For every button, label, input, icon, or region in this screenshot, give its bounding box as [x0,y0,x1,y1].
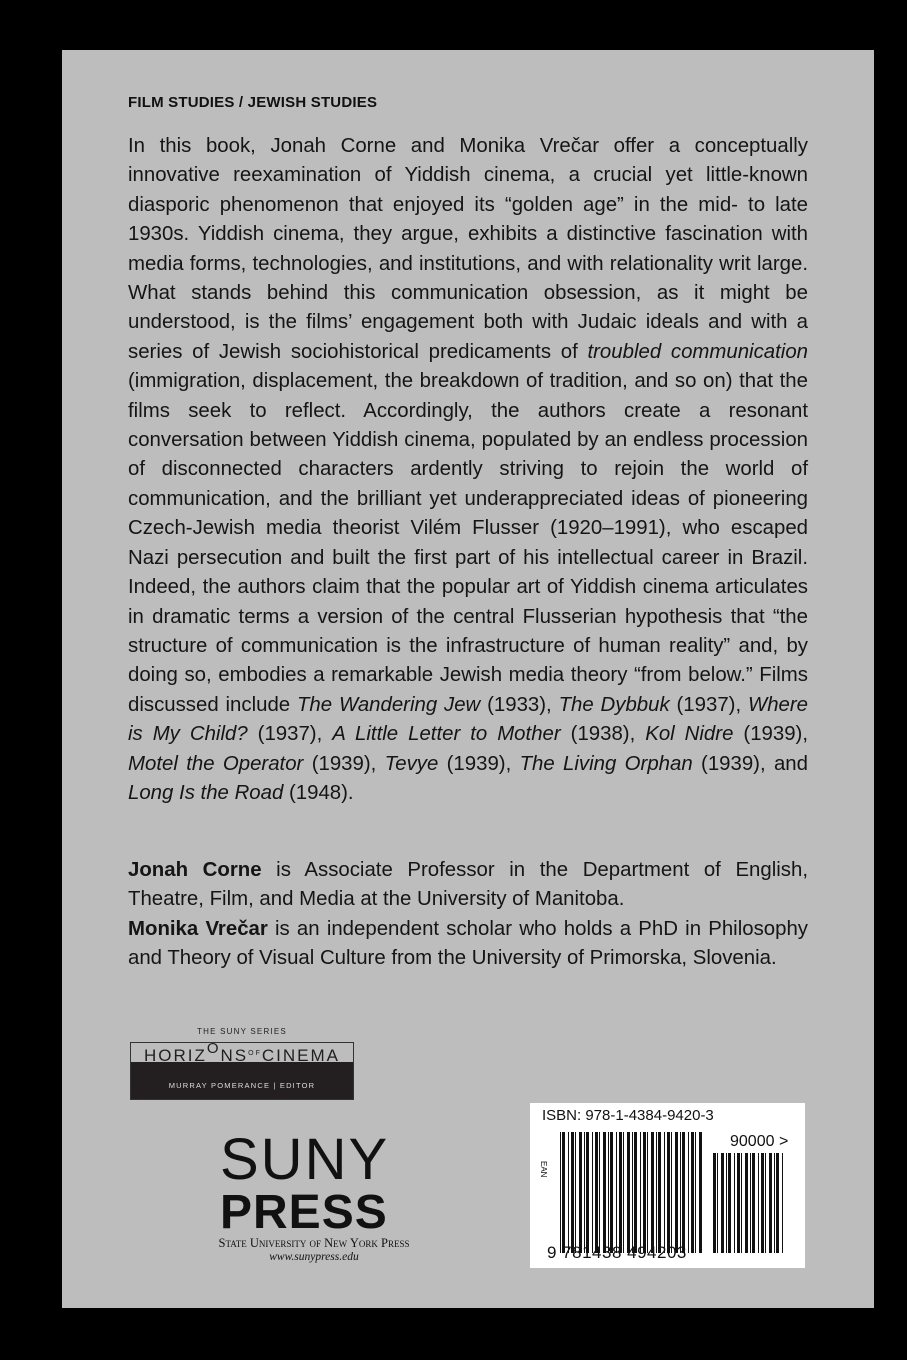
barcode-digits: 9 781438 494203 [547,1243,687,1262]
barcode-bar [675,1132,678,1253]
barcode-bar [610,1132,613,1253]
film-title: Motel the Operator [128,752,304,775]
film-title: Tevye [384,752,439,775]
blurb-text: (1937), [669,693,748,716]
barcode-bar [568,1132,569,1253]
barcode-bar [640,1132,641,1253]
barcode-bar [623,1132,624,1253]
barcode-bar [680,1132,681,1253]
isbn-barcode [530,1103,805,1268]
barcode-bar [761,1153,764,1253]
publisher-url: www.sunypress.edu [269,1251,359,1263]
barcode-bar [721,1153,724,1253]
film-title: Where is My Child? [128,693,809,746]
barcode-bar [632,1132,633,1253]
barcode-bar [758,1153,759,1253]
barcode-bar [717,1153,718,1253]
film-title: troubled communication [587,340,808,363]
barcode-bar [584,1132,585,1253]
barcode-bar [619,1132,622,1253]
blurb-text: (1933), [480,693,559,716]
barcode-bar [776,1153,779,1253]
author-bio-text: is Associate Professor in the Department of English, Theatre, Film, and Media at the University of Manitoba. [128,859,808,911]
barcode-bar [616,1132,617,1253]
publisher-logo-press: PRESS [220,1186,388,1239]
barcode-bar [579,1132,582,1253]
blurb-text: (1939), [303,752,385,775]
barcode-bar [699,1132,702,1253]
series-label: THE SUNY SERIES [197,1027,287,1036]
film-title: A Little Letter to Mother [332,723,561,746]
blurb-text: (1948). [283,781,354,804]
barcode-bar [737,1153,740,1253]
barcode-bar [745,1153,748,1253]
film-title: Kol Nidre [645,723,734,746]
barcode-bar [671,1132,672,1253]
price-code: 90000 > [730,1133,789,1150]
barcode-bar [782,1153,783,1253]
barcode-bar [769,1153,772,1253]
author-name: Monika Vrečar [128,918,268,940]
series-logo [130,1042,354,1100]
barcode-bar [726,1153,727,1253]
ean-label: EAN [539,1161,548,1178]
series-editor: MURRAY POMERANCE | EDITOR [168,1081,316,1090]
blurb-text: (1939), [438,752,520,775]
barcode-bar [656,1132,657,1253]
barcode-bar [695,1132,696,1253]
barcode-bar [562,1132,565,1253]
blurb-text: (immigration, displacement, the breakdown of tradition, and so on) that the films seek to reflect. Accordingly, the authors create a resonant conversation between Yiddish cinema, populated by an endless procession of disconnected characters ardently striving to rejoin the world of communication, and the brilliant yet underappreciated ideas of pioneering Czech-Jewish media theorist Vilém Flusser (1920–1991), who escaped Nazi persecution and built the first part of his intellectual career in Brazil. Indeed, the authors claim that the popular art of Yiddish cinema articulates in dramatic terms a version of the central Flusserian hypothesis that “the structure of communication is the infrastructure of human reality” and, by doing so, embodies a remarkable Jewish media theory “from below.” Films discussed include [128,370,808,716]
barcode-bar [664,1132,665,1253]
barcode-bar [634,1132,637,1253]
barcode-bar [688,1132,689,1253]
author-name: Jonah Corne [128,859,262,881]
author-bio-1 [128,856,808,915]
film-title: The Living Orphan [519,752,693,775]
barcode-bar [592,1132,593,1253]
barcode-bar [728,1153,731,1253]
barcode-bar [599,1132,600,1253]
author-bio-text: is an independent scholar who holds a PhD in Philosophy and Theory of Visual Culture from the University of Primorska, Slovenia. [128,918,808,970]
barcode-bar [713,1153,716,1253]
barcode-bar [575,1132,576,1253]
blurb-text: (1938), [560,723,646,746]
series-title: $HORIZONS^{OF}CINEMA$ [143,1040,341,1065]
barcode-bar [560,1132,561,1253]
barcode-bar [651,1132,654,1253]
category-label: FILM STUDIES / JEWISH STUDIES [128,94,378,111]
blurb-text: (1939), and [692,752,808,775]
barcode-bar [750,1153,751,1253]
barcode-bar [667,1132,670,1253]
barcode-bar [603,1132,606,1253]
barcode-bar [774,1153,775,1253]
blurb-text: (1937), [247,723,333,746]
barcode-bar [608,1132,609,1253]
isbn-text: ISBN: 978-1-4384-9420-3 [542,1107,714,1124]
film-title: The Wandering Jew [296,693,481,716]
barcode-bar [741,1153,742,1253]
author-bio-2 [128,915,808,974]
film-title: Long Is the Road [128,781,284,804]
barcode-bar [627,1132,630,1253]
barcode-bar [734,1153,735,1253]
barcode-bar [752,1153,755,1253]
blurb-paragraph [128,132,808,808]
publisher-logo-suny: SUNY [220,1127,390,1192]
barcode-bar [682,1132,685,1253]
publisher-name: State University of New York Press [218,1236,410,1250]
blurb-text: In this book, Jonah Corne and Monika Vrečar offer a conceptually innovative reexamination of Yiddish cinema, a crucial yet little-known diasporic phenomenon that enjoyed its “golden age” in the mid- to late 1930s. Yiddish cinema, they argue, exhibits a distinctive fascination with media forms, technologies, and institutions, and with relationality writ large. What stands behind this communication obsession, as it might be understood, is the films’ engagement both with Judaic ideals and with a series of Jewish sociohistorical predicaments of [128,135,808,363]
barcode-bar [765,1153,766,1253]
barcode-bar [571,1132,574,1253]
film-title: The Dybbuk [558,693,670,716]
barcode-bar [586,1132,589,1253]
barcode-bar [647,1132,648,1253]
barcode-bar [595,1132,598,1253]
barcode-bar [643,1132,646,1253]
barcode-bar [691,1132,694,1253]
barcode-bar [658,1132,661,1253]
blurb-text: (1939), [733,723,809,746]
